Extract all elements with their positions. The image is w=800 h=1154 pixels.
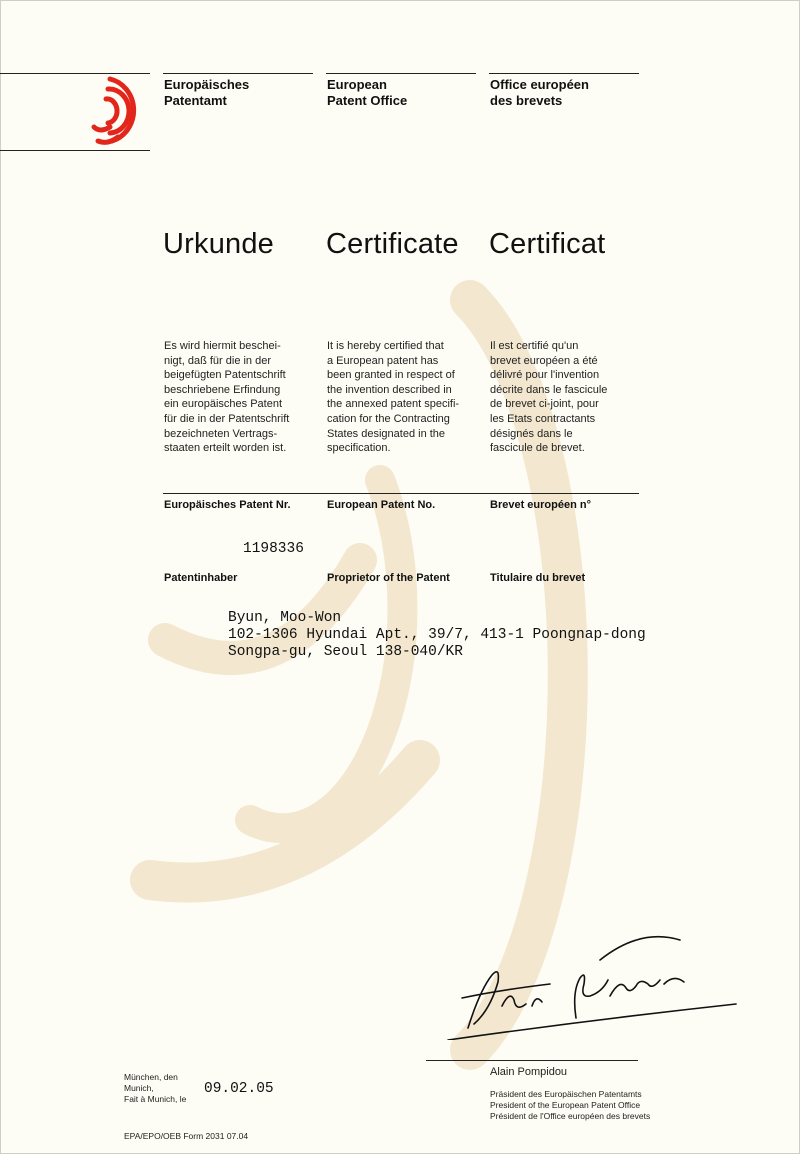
proprietor-name: Byun, Moo-Won [228,610,342,626]
patent-number: 1198336 [243,541,304,557]
proprietor-label-de: Patentinhaber [164,572,238,584]
header-rule [163,73,313,74]
title-en: Certificate [326,228,459,260]
patent-no-rule [163,493,639,494]
statement-fr: Il est certifié qu'un brevet européen a été délivré pour l'invention décrite dans le fascicule de brevet ci-joint, pour les Etats contractants désignés dans le fascicule de brevet. [490,340,608,455]
signatory-title-fr: Président de l'Office européen des brevets [490,1111,651,1121]
header-rule [0,73,150,74]
issue-date: 09.02.05 [204,1081,274,1097]
patent-no-label-fr: Brevet européen n° [490,499,591,511]
signatory-titles [490,1089,650,1122]
title-de: Urkunde [163,228,275,260]
epo-logo-icon [88,75,150,147]
signatory-title-de: Präsident des Europäischen Patentamts [490,1089,642,1099]
header-rule [0,150,150,151]
header-rule [326,73,476,74]
proprietor-address-line2: Songpa-gu, Seoul 138-040/KR [228,644,463,660]
proprietor-label-fr: Titulaire du brevet [490,572,586,584]
header-rule [489,73,639,74]
proprietor-label-en: Proprietor of the Patent [327,572,450,584]
proprietor-address-line1: 102-1306 Hyundai Apt., 39/7, 413-1 Poongnap-dong [228,627,646,643]
office-name-de: Europäisches Patentamt [164,77,250,108]
statement-de: Es wird hiermit beschei- nigt, daß für die in der beigefügten Patentschrift beschriebene Erfindung ein europäisches Patent für die in der Patentschrift bezeichneten Vertrags- staaten erteilt worden ist. [164,340,290,455]
signatory-name: Alain Pompidou [490,1066,568,1078]
patent-no-label-en: European Patent No. [327,499,436,511]
signature-rule [426,1060,638,1061]
office-name-en: European Patent Office [327,77,408,108]
statement-en: It is hereby certified that a European patent has been granted in respect of the invention described in the annexed patent specifi- cation for the Contracting States designated in the specification. [327,340,460,455]
place-label: München, den Munich, Fait à Munich, le [124,1072,187,1104]
proprietor-block [228,610,646,661]
office-name-fr: Office européen des brevets [490,77,589,108]
signatory-title-en: President of the European Patent Office [490,1100,641,1110]
title-fr: Certificat [489,228,606,260]
signature-icon [440,920,740,1040]
patent-no-label-de: Europäisches Patent Nr. [164,499,291,511]
form-id: EPA/EPO/OEB Form 2031 07.04 [124,1131,249,1141]
